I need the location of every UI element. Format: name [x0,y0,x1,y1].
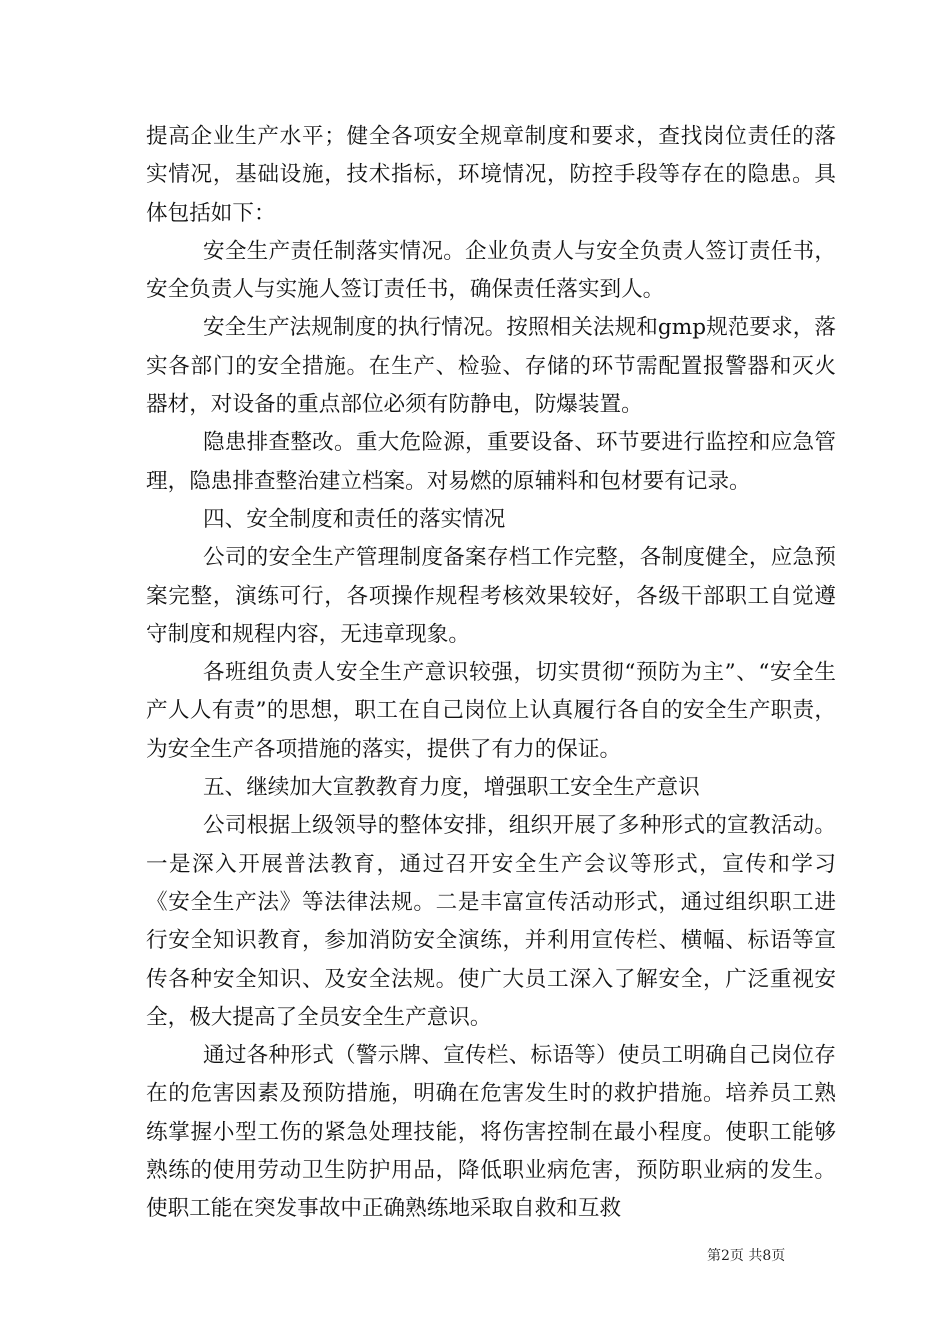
paragraph-awareness-measures: 通过各种形式（警示牌、宣传栏、标语等）使员工明确自己岗位存在的危害因素及预防措施，明确在危害发生时的救护措施。培养员工熟练掌握小型工伤的紧急处理技能，将伤害控制在最小程度。使职工能够熟练的使用劳动卫生防护用品，降低职业病危害，预防职业病的发生。使职工能在突发事故中正确熟练地采取自救和互救 [146,1043,836,1222]
document-body [146,118,836,1229]
page-footer [707,1247,785,1265]
footer-middle: 页 共 [729,1248,763,1264]
paragraph-management-system: 公司的安全生产管理制度备案存档工作完整，各制度健全，应急预案完整，演练可行，各项操作规程考核效果较好，各级干部职工自觉遵守制度和规程内容，无违章现象。 [146,545,836,647]
paragraph-continuation: 提高企业生产水平；健全各项安全规章制度和要求，查找岗位责任的落实情况，基础设施，技术指标，环境情况，防控手段等存在的隐患。具体包括如下： [146,124,836,226]
paragraph-responsibility-system: 安全生产责任制落实情况。企业负责人与安全负责人签订责任书，安全负责人与实施人签订责任书，确保责任落实到人。 [146,238,836,303]
footer-prefix: 第 [707,1248,721,1264]
paragraph-team-leaders: 各班组负责人安全生产意识较强，切实贯彻“预防为主”、“安全生产人人有责”的思想，职工在自己岗位上认真履行各自的安全生产职责，为安全生产各项措施的落实，提供了有力的保证。 [146,660,836,762]
footer-suffix: 页 [771,1248,786,1264]
footer-current-page: 2 [721,1248,730,1264]
paragraph-education-activities: 公司根据上级领导的整体安排，组织开展了多种形式的宣教活动。一是深入开展普法教育，通过召开安全生产会议等形式，宣传和学习《安全生产法》等法律法规。二是丰富宣传活动形式，通过组织职工进行安全知识教育，参加消防安全演练，并利用宣传栏、横幅、标语等宣传各种安全知识、及安全法规。使广大员工深入了解安全，广泛重视安全，极大提高了全员安全生产意识。 [146,813,836,1030]
section-heading-4: 四、安全制度和责任的落实情况 [203,506,506,532]
section-heading-5: 五、继续加大宣教教育力度，增强职工安全生产意识 [203,775,700,801]
paragraph-hazard-rectification: 隐患排查整改。重大危险源，重要设备、环节要进行监控和应急管理，隐患排查整治建立档案。对易燃的原辅料和包材要有记录。 [146,430,836,494]
paragraph-regulation-execution: 安全生产法规制度的执行情况。按照相关法规和gmp规范要求，落实各部门的安全措施。在生产、检验、存储的环节需配置报警器和灭火器材，对设备的重点部位必须有防静电，防爆装置。 [146,315,836,418]
footer-total-pages: 8 [762,1248,772,1264]
